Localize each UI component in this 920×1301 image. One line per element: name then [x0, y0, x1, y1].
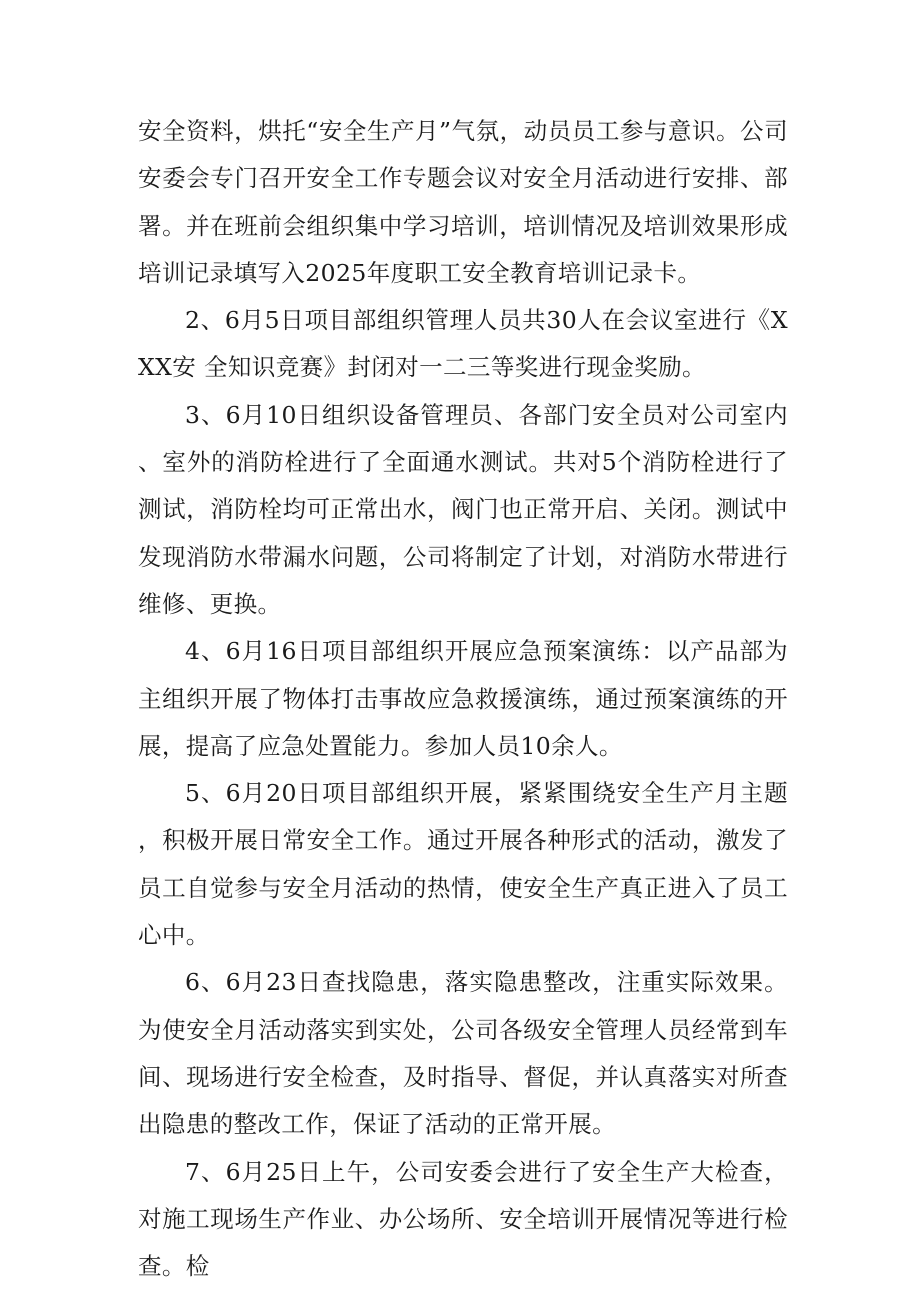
paragraph-item-4: 4、6月16日项目部组织开展应急预案演练：以产品部为主组织开展了物体打击事故应急救援演练，通过预案演练的开展，提高了应急处置能力。参加人员10余人。 [138, 637, 788, 760]
paragraph-item-7: 7、6月25日上午，公司安委会进行了安全生产大检查，对施工现场生产作业、办公场所、安全培训开展情况等进行检查。检 [138, 1157, 788, 1281]
paragraph-item-6: 6、6月23日查找隐患，落实隐患整改，注重实际效果。为使安全月活动落实到实处，公司各级安全管理人员经常到车间、现场进行安全检查，及时指导、督促，并认真落实对所查出隐患的整改工作，保证了活动的正常开展。 [138, 968, 788, 1139]
paragraph-continuation: 安全资料，烘托“安全生产月”气氛，动员员工参与意识。公司安委会专门召开安全工作专题会议对安全月活动进行安排、部署。并在班前会组织集中学习培训，培训情况及培训效果形成培训记录填写入2025年度职工安全教育培训记录卡。 [138, 117, 788, 287]
paragraph-item-5: 5、6月20日项目部组织开展，紧紧围绕安全生产月主题，积极开展日常安全工作。通过开展各种形式的活动，激发了员工自觉参与安全月活动的热情，使安全生产真正进入了员工心中。 [138, 779, 788, 950]
document-body [138, 108, 788, 1290]
paragraph-item-2: 2、6月5日项目部组织管理人员共30人在会议室进行《XXX安 全知识竞赛》封闭对一二三等奖进行现金奖励。 [138, 306, 788, 382]
paragraph-item-3: 3、6月10日组织设备管理员、各部门安全员对公司室内、室外的消防栓进行了全面通水测试。共对5个消防栓进行了测试，消防栓均可正常出水，阀门也正常开启、关闭。测试中发现消防水带漏水问题，公司将制定了计划，对消防水带进行维修、更换。 [138, 400, 788, 618]
